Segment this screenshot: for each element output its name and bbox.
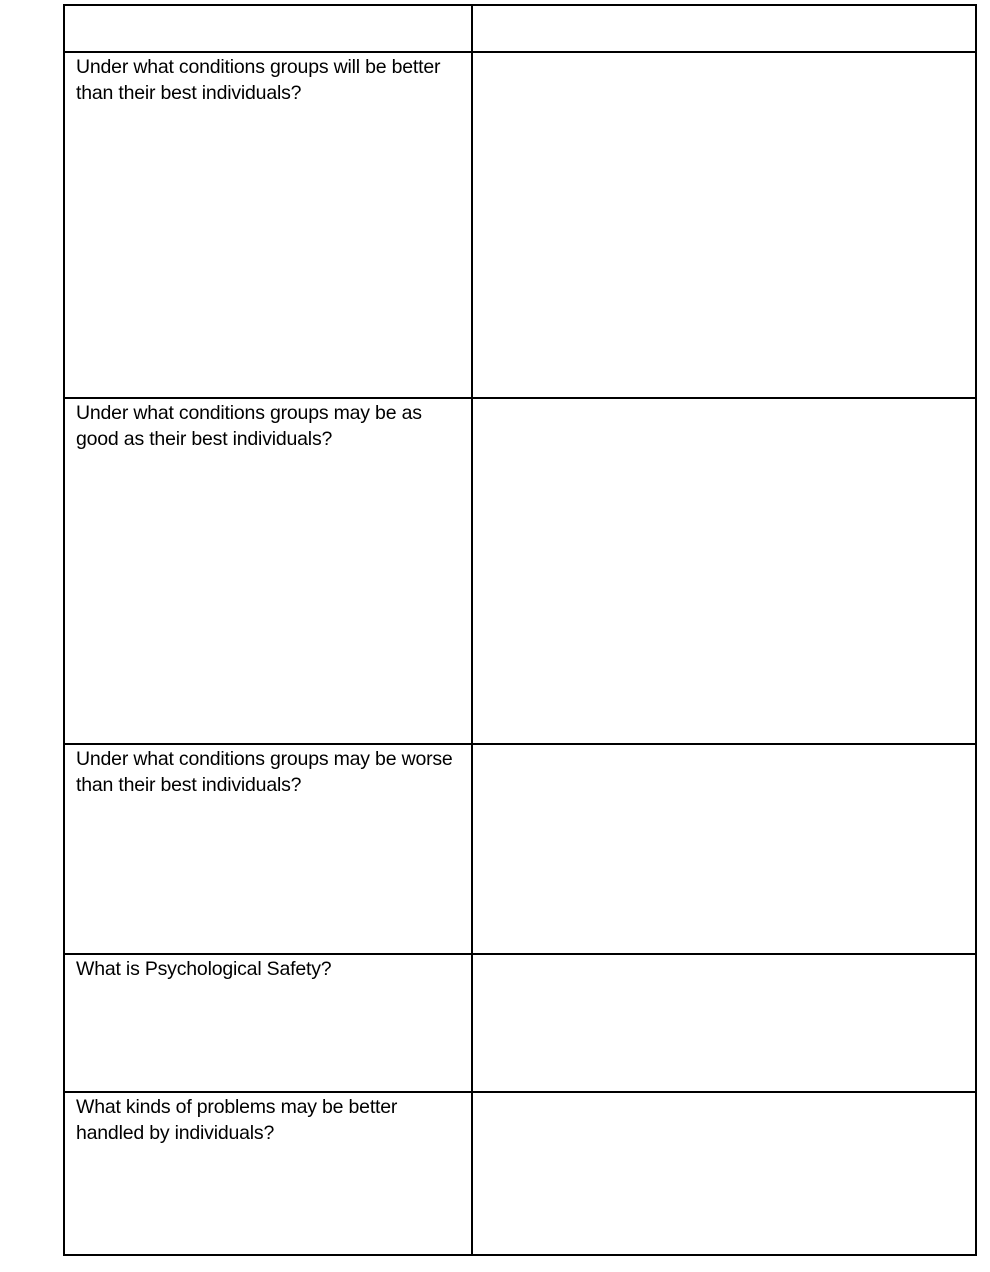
question-text: What is Psychological Safety? (76, 958, 332, 980)
question-text: What kinds of problems may be better handled by individuals? (76, 1096, 398, 1144)
header-cell-right[interactable] (472, 5, 976, 52)
table-row (64, 52, 976, 398)
answer-text (473, 745, 975, 746)
answer-text (473, 955, 975, 956)
header-cell-left (64, 5, 472, 52)
question-text: Under what conditions groups will be better than their best individuals? (76, 56, 441, 104)
header-right-text (473, 6, 975, 7)
question-cell (64, 1092, 472, 1255)
worksheet-table (63, 4, 977, 1256)
answer-cell[interactable] (472, 954, 976, 1092)
answer-text (473, 53, 975, 54)
answer-cell[interactable] (472, 398, 976, 744)
table-row (64, 744, 976, 954)
answer-cell[interactable] (472, 1092, 976, 1255)
answer-text (473, 399, 975, 400)
table-row (64, 398, 976, 744)
header-left-text (65, 6, 471, 7)
question-text: Under what conditions groups may be as good as their best individuals? (76, 402, 422, 450)
answer-text (473, 1093, 975, 1094)
question-cell (64, 954, 472, 1092)
answer-cell[interactable] (472, 744, 976, 954)
question-text: Under what conditions groups may be worse than their best individuals? (76, 748, 453, 796)
table-row (64, 954, 976, 1092)
header-row (64, 5, 976, 52)
question-cell (64, 52, 472, 398)
question-cell (64, 744, 472, 954)
table-row (64, 1092, 976, 1255)
question-cell (64, 398, 472, 744)
answer-cell[interactable] (472, 52, 976, 398)
